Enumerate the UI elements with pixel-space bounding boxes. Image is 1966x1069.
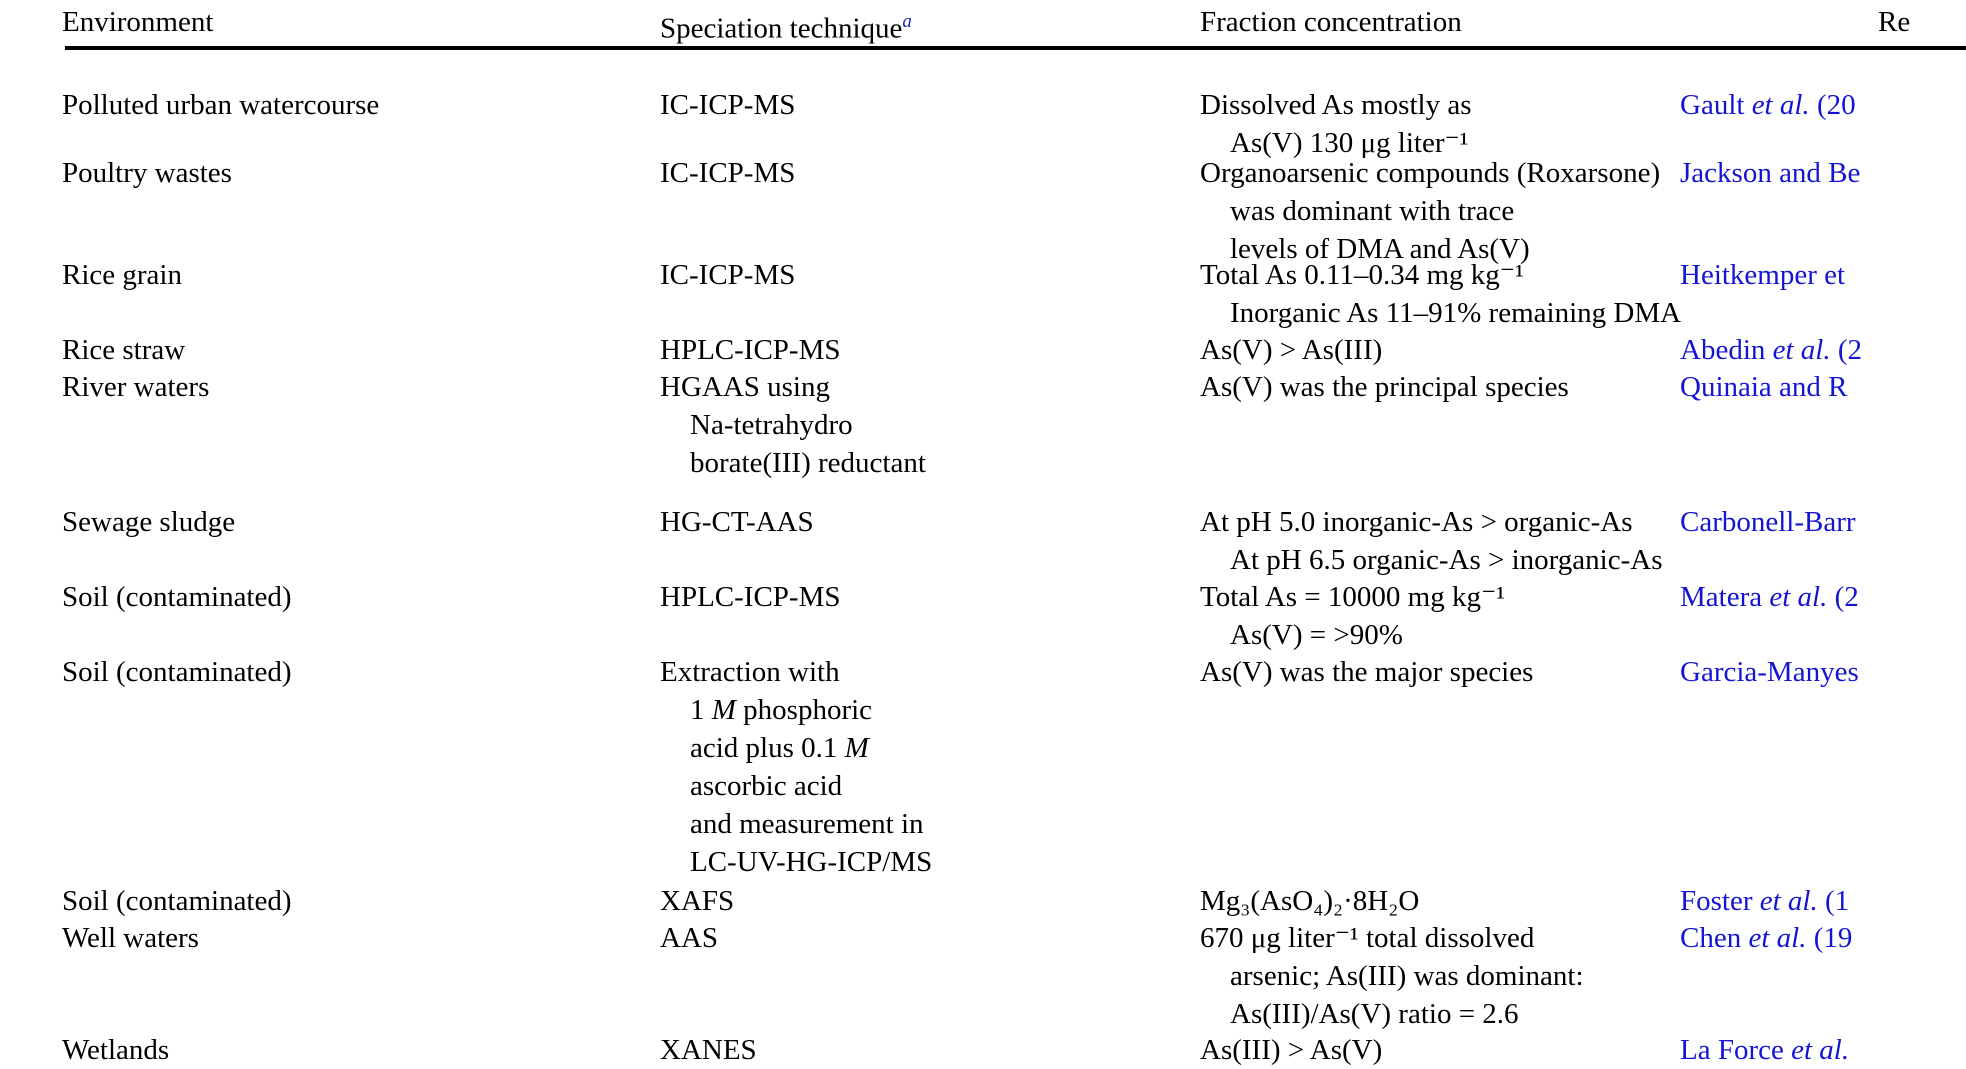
cell-environment-line: Rice grain	[62, 259, 182, 291]
column-header-references: Re	[1878, 6, 1911, 38]
cell-fraction-concentration	[1200, 1031, 1382, 1069]
cell-speciation-technique-line: HPLC-ICP-MS	[660, 581, 841, 613]
cell-reference-link[interactable]	[1680, 154, 1860, 192]
cell-fraction-concentration	[1200, 503, 1663, 579]
cell-environment	[62, 882, 292, 920]
cell-speciation-technique	[660, 919, 718, 957]
cell-fraction-concentration-line: Inorganic As 11–91% remaining DMA	[1230, 297, 1682, 329]
cell-environment-line: Soil (contaminated)	[62, 885, 292, 917]
table-body	[0, 50, 1966, 1066]
cell-fraction-concentration-line: arsenic; As(III) was dominant:	[1230, 960, 1584, 992]
cell-speciation-technique-line: IC-ICP-MS	[660, 157, 796, 189]
cell-speciation-technique	[660, 503, 814, 541]
cell-environment-line: Sewage sludge	[62, 506, 236, 538]
column-header-speciation-technique	[660, 5, 912, 46]
cell-fraction-concentration-line: levels of DMA and As(V)	[1230, 233, 1530, 265]
cell-fraction-concentration	[1200, 653, 1533, 691]
cell-speciation-technique	[660, 1031, 757, 1069]
cell-reference-link[interactable]	[1680, 256, 1845, 294]
cell-reference-link-line: Jackson and Bе	[1680, 157, 1861, 189]
cell-reference-link-line: La Force et al.	[1680, 1034, 1850, 1066]
cell-environment	[62, 368, 209, 406]
cell-fraction-concentration	[1200, 919, 1584, 1033]
cell-speciation-technique-line: borate(III) reductant	[690, 447, 926, 479]
cell-reference-link[interactable]	[1680, 86, 1856, 124]
cell-reference-link-line: Garcia-Manyes	[1680, 656, 1859, 688]
cell-speciation-technique-line: IC-ICP-MS	[660, 89, 796, 121]
cell-environment-line: Poultry wastes	[62, 157, 232, 189]
cell-environment-line: River waters	[62, 371, 210, 403]
cell-environment-line: Soil (contaminated)	[62, 581, 292, 613]
cell-speciation-technique-line: ascorbic acid	[690, 770, 843, 802]
footnote-marker-a: a	[902, 11, 912, 32]
cell-fraction-concentration-line: At pH 5.0 inorganic-As > organic-As	[1200, 506, 1633, 538]
cell-reference-link[interactable]	[1680, 368, 1848, 406]
cell-speciation-technique	[660, 882, 734, 920]
cell-environment-line: Polluted urban watercourse	[62, 89, 380, 121]
cell-environment	[62, 578, 292, 616]
cell-fraction-concentration-line: As(III)/As(V) ratio = 2.6	[1230, 998, 1519, 1030]
cell-fraction-concentration-line: Dissolved As mostly as	[1200, 89, 1472, 121]
cell-reference-link[interactable]	[1680, 882, 1849, 920]
cell-reference-link[interactable]	[1680, 503, 1856, 541]
cell-speciation-technique-line: HPLC-ICP-MS	[660, 334, 841, 366]
cell-reference-link-line: Matera et al. (2	[1680, 581, 1859, 613]
cell-fraction-concentration-line: Total As 0.11–0.34 mg kg⁻¹	[1200, 259, 1524, 291]
cell-fraction-concentration	[1200, 882, 1419, 920]
column-header-environment: Environment	[62, 6, 214, 38]
cell-speciation-technique	[660, 86, 795, 124]
cell-speciation-technique-line: acid plus 0.1 M	[690, 732, 869, 764]
cell-fraction-concentration	[1200, 154, 1660, 268]
cell-fraction-concentration	[1200, 331, 1382, 369]
cell-speciation-technique-line: LC-UV-HG-ICP/MS	[690, 846, 933, 878]
cell-fraction-concentration-line: As(V) = >90%	[1230, 619, 1403, 651]
cell-fraction-concentration	[1200, 578, 1505, 654]
cell-fraction-concentration-line: Mg₃(AsO₄)₂·8H₂O	[1200, 885, 1420, 917]
column-header-fraction-concentration: Fraction concentration	[1200, 6, 1462, 38]
cell-environment	[62, 653, 292, 691]
cell-speciation-technique-line: and measurement in	[690, 808, 924, 840]
cell-environment	[62, 919, 199, 957]
cell-reference-link-line: Quinaia and R	[1680, 371, 1848, 403]
cell-environment-line: Rice straw	[62, 334, 186, 366]
cell-fraction-concentration	[1200, 256, 1681, 332]
cell-environment	[62, 256, 182, 294]
cell-fraction-concentration-line: As(III) > As(V)	[1200, 1034, 1383, 1066]
cell-reference-link-line: Foster et al. (1	[1680, 885, 1850, 917]
cell-fraction-concentration-line: As(V) 130 μg liter⁻¹	[1230, 127, 1469, 159]
cell-environment-line: Soil (contaminated)	[62, 656, 292, 688]
cell-speciation-technique-line: HG-CT-AAS	[660, 506, 814, 538]
cell-reference-link-line: Heitkemper et	[1680, 259, 1846, 291]
cell-reference-link-line: Gault et al. (20	[1680, 89, 1856, 121]
cell-speciation-technique	[660, 256, 795, 294]
cell-reference-link-line: Chen et al. (19	[1680, 922, 1853, 954]
cell-environment-line: Wetlands	[62, 1034, 170, 1066]
cell-speciation-technique	[660, 154, 795, 192]
cell-speciation-technique-line: XANES	[660, 1034, 757, 1066]
cell-environment	[62, 331, 185, 369]
cell-reference-link[interactable]	[1680, 1031, 1849, 1069]
cell-fraction-concentration-line: was dominant with trace	[1230, 195, 1515, 227]
cell-reference-link[interactable]	[1680, 653, 1859, 691]
cell-reference-link-line: Carbonell-Barr	[1680, 506, 1856, 538]
cell-speciation-technique-line: IC-ICP-MS	[660, 259, 796, 291]
cell-environment-line: Well waters	[62, 922, 199, 954]
cell-speciation-technique-line: HGAAS using	[660, 371, 830, 403]
cell-reference-link[interactable]	[1680, 331, 1862, 369]
cell-speciation-technique-line: Na-tetrahydro	[690, 409, 853, 441]
cell-reference-link[interactable]	[1680, 578, 1859, 616]
cell-reference-link-line: Abedin et al. (2	[1680, 334, 1863, 366]
cell-fraction-concentration-line: Organoarsenic compounds (Roxarsone)	[1200, 157, 1661, 189]
cell-fraction-concentration-line: Total As = 10000 mg kg⁻¹	[1200, 581, 1505, 613]
cell-fraction-concentration	[1200, 86, 1472, 162]
cell-reference-link[interactable]	[1680, 919, 1852, 957]
cell-fraction-concentration-line: At pH 6.5 organic-As > inorganic-As	[1230, 544, 1663, 576]
cell-environment	[62, 154, 232, 192]
cell-fraction-concentration	[1200, 368, 1569, 406]
cell-speciation-technique	[660, 368, 926, 482]
cell-environment	[62, 1031, 169, 1069]
cell-environment	[62, 86, 379, 124]
cell-speciation-technique-line: Extraction with	[660, 656, 840, 688]
cell-speciation-technique-line: AAS	[660, 922, 719, 954]
cell-environment	[62, 503, 235, 541]
cell-speciation-technique-line: XAFS	[660, 885, 735, 917]
cell-fraction-concentration-line: As(V) was the major species	[1200, 656, 1534, 688]
cell-speciation-technique-line: 1 M phosphoric	[690, 694, 873, 726]
column-header-speciation-technique-label: Speciation technique	[660, 12, 903, 45]
cell-fraction-concentration-line: As(V) was the principal species	[1200, 371, 1569, 403]
cell-speciation-technique	[660, 653, 932, 881]
cell-fraction-concentration-line: 670 μg liter⁻¹ total dissolved	[1200, 922, 1535, 954]
table-header-row	[0, 0, 1966, 44]
cell-speciation-technique	[660, 331, 841, 369]
cell-speciation-technique	[660, 578, 841, 616]
cell-fraction-concentration-line: As(V) > As(III)	[1200, 334, 1383, 366]
